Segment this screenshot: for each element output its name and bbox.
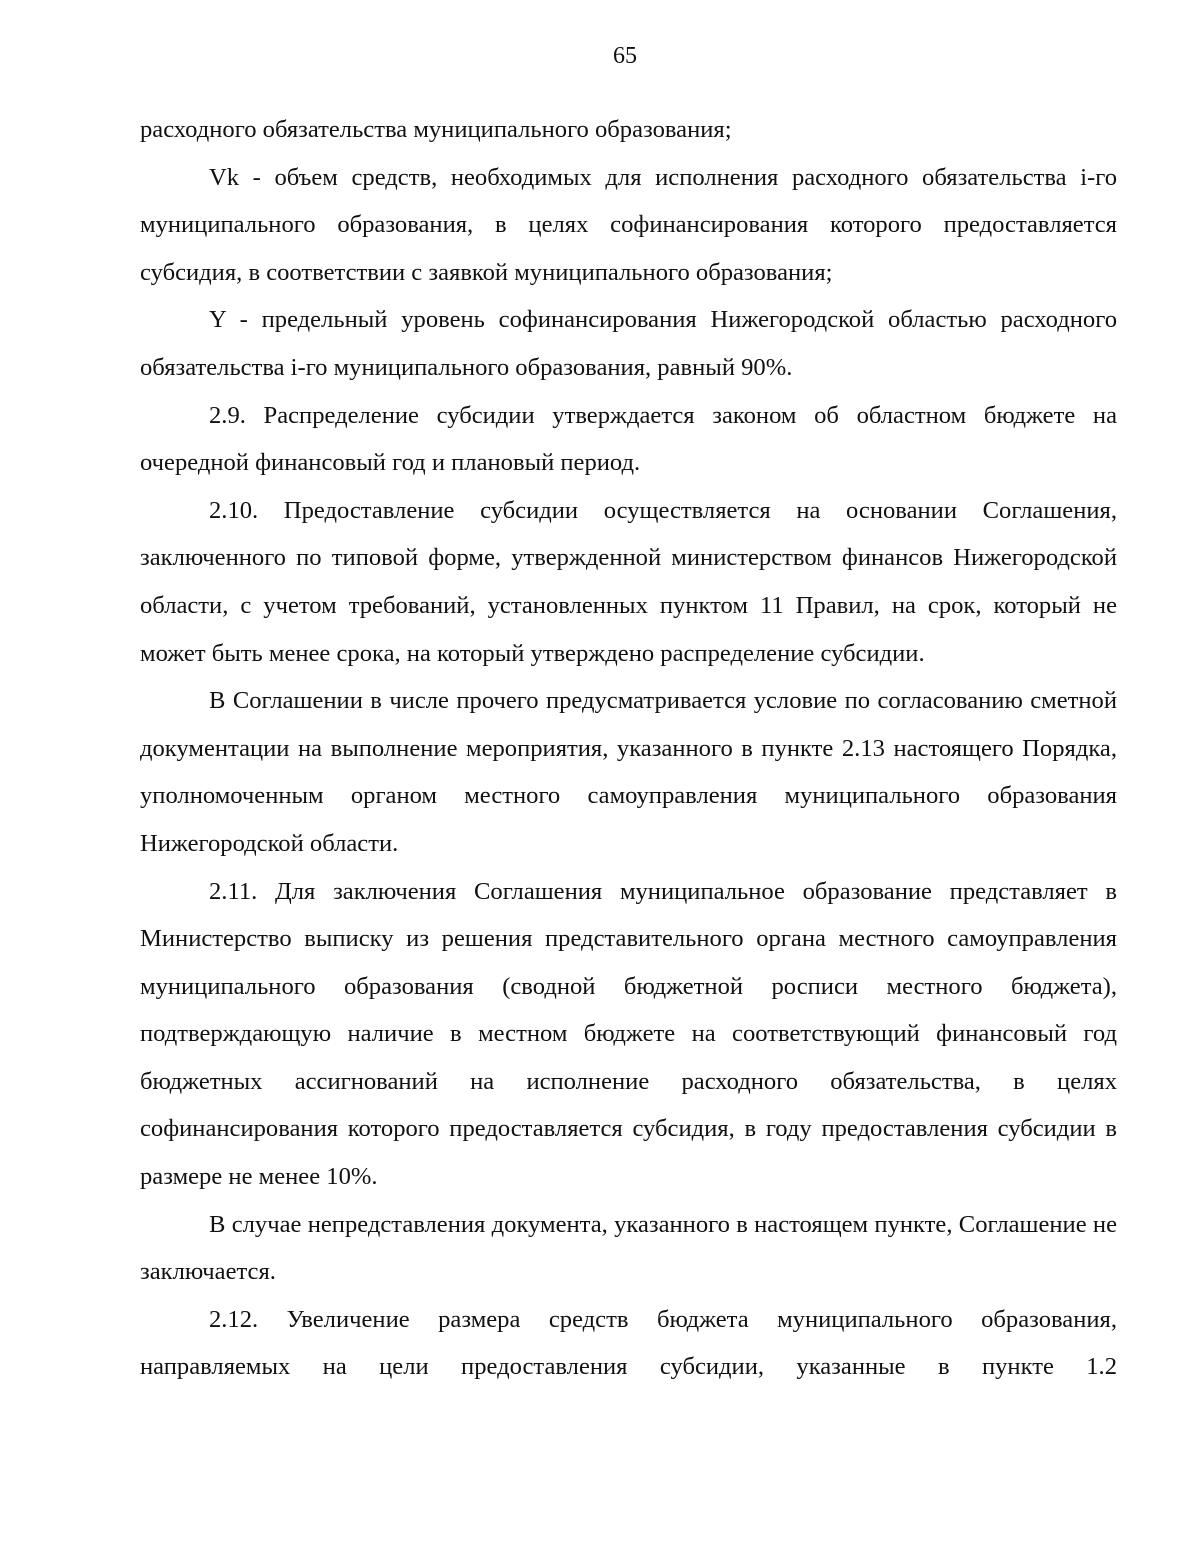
paragraph-2-11: 2.11. Для заключения Соглашения муниципальное образование представляет в Министерство выписку из решения представительного органа местного самоуправления муниципального образования (сводной бюджетной росписи местного бюджета), подтверждающую наличие в местном бюджете на соответствующий финансовый год бюджетных ассигнований на исполнение расходного обязательства, в целях софинансирования которого предоставляется субсидия, в году предоставления субсидии в размере не менее 10%. <box>140 877 1117 1191</box>
document-body <box>140 106 1117 1391</box>
page-number: 65 <box>613 43 637 69</box>
paragraph-y-definition: Y - предельный уровень софинансирования Нижегородской областью расходного обязательства i-го муниципального образования, равный 90%. <box>140 306 1117 381</box>
paragraph-2-10: 2.10. Предоставление субсидии осуществляется на основании Соглашения, заключенного по типовой форме, утвержденной министерством финансов Нижегородской области, с учетом требований, установленных пунктом 11 Правил, на срок, который не может быть менее срока, на который утверждено распределение субсидии. <box>140 496 1117 667</box>
paragraph-2-12: 2.12. Увеличение размера средств бюджета муниципального образования, направляемых на цели предоставления субсидии, указанные в пункте 1.2 <box>140 1305 1117 1381</box>
paragraph-2-9: 2.9. Распределение субсидии утверждается законом об областном бюджете на очередной финансовый год и плановый период. <box>140 401 1117 477</box>
paragraph-continuation: расходного обязательства муниципального образования; <box>140 116 732 143</box>
paragraph-agreement-condition: В Соглашении в числе прочего предусматривается условие по согласованию сметной документации на выполнение мероприятия, указанного в пункте 2.13 настоящего Порядка, уполномоченным органом местного самоуправления муниципального образования Нижегородской области. <box>140 687 1117 857</box>
paragraph-vk-definition: Vk - объем средств, необходимых для исполнения расходного обязательства i-го муниципального образования, в целях софинансирования которого предоставляется субсидия, в соответствии с заявкой муниципального образования; <box>140 163 1117 286</box>
paragraph-non-submission: В случае непредставления документа, указанного в настоящем пункте, Соглашение не заключается. <box>140 1210 1117 1286</box>
